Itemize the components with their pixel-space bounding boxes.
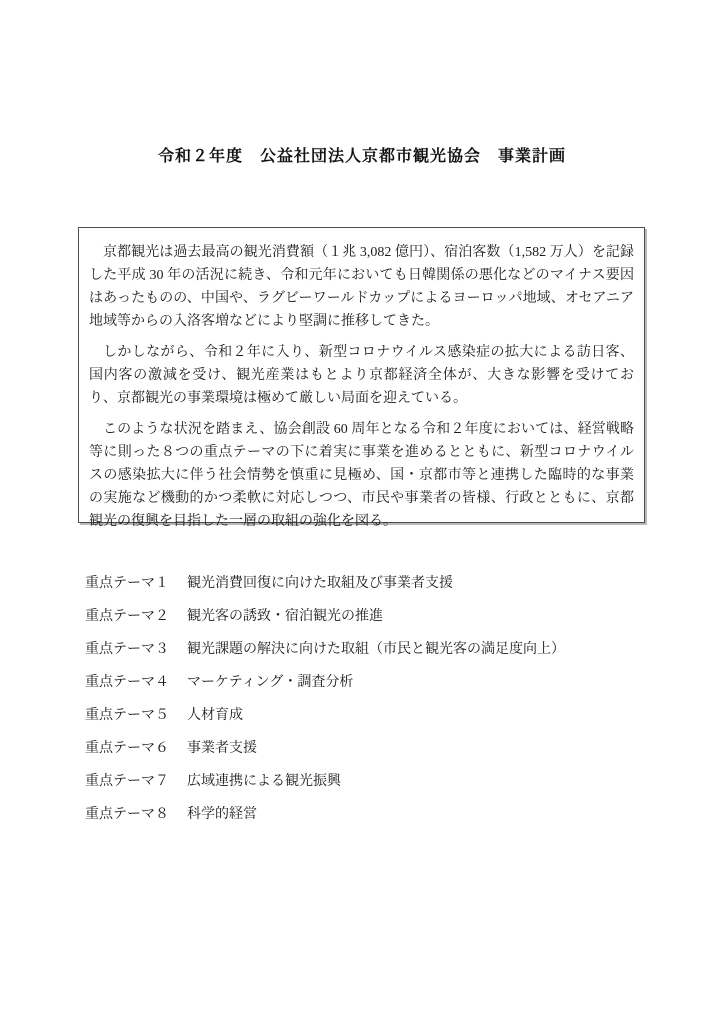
theme-title-6: 事業者支援: [187, 739, 257, 755]
theme-title-8: 科学的経営: [187, 805, 257, 821]
summary-paragraph-1: 京都観光は過去最高の観光消費額（１兆 3,082 億円）、宿泊客数（1,582 万人）を記録した平成 30 年の活況に続き、令和元年においても日韓関係の悪化などのマイナス要因はあったものの、中国や、ラグビーワールドカップによるヨーロッパ地域、オセアニア地域等からの入洛客増などにより堅調に推移してきた。: [89, 245, 634, 329]
theme-title-1: 観光消費回復に向けた取組及び事業者支援: [187, 574, 453, 590]
theme-title-2: 観光客の誘致・宿泊観光の推進: [187, 607, 383, 623]
theme-label-5: 重点テーマ５: [85, 706, 169, 722]
theme-title-7: 広域連携による観光振興: [187, 772, 341, 788]
theme-list-item-2: [85, 605, 645, 625]
theme-list-item-6: [85, 737, 645, 757]
theme-list-item-4: [85, 671, 645, 691]
summary-paragraph-2: しかしながら、令和２年に入り、新型コロナウイルス感染症の拡大による訪日客、国内客の激減を受け、観光産業はもとより京都経済全体が、大きな影響を受けており、京都観光の事業環境は極めて厳しい局面を迎えている。: [89, 345, 634, 406]
theme-label-3: 重点テーマ３: [85, 640, 169, 656]
theme-label-7: 重点テーマ７: [85, 772, 169, 788]
theme-list-item-8: [85, 803, 645, 823]
summary-paragraph-3: このような状況を踏まえ、協会創設 60 周年となる令和２年度においては、経営戦略等に則った８つの重点テーマの下に着実に事業を進めるとともに、新型コロナウイルスの感染拡大に伴う社会情勢を慎重に見極め、国・京都市等と連携した臨時的な事業の実施など機動的かつ柔軟に対応しつつ、市民や事業者の皆様、行政とともに、京都観光の復興を目指した一層の取組の強化を図る。: [89, 422, 634, 529]
summary-box: [78, 227, 645, 529]
theme-label-2: 重点テーマ２: [85, 607, 169, 623]
theme-label-1: 重点テーマ１: [85, 574, 169, 590]
theme-title-5: 人材育成: [187, 706, 243, 722]
theme-title-3: 観光課題の解決に向けた取組（市民と観光客の満足度向上）: [187, 640, 565, 656]
theme-list-item-1: [85, 572, 645, 592]
theme-list-item-7: [85, 770, 645, 790]
theme-list: [85, 572, 645, 836]
theme-label-6: 重点テーマ６: [85, 739, 169, 755]
theme-list-item-5: [85, 704, 645, 724]
theme-label-4: 重点テーマ４: [85, 673, 169, 689]
theme-title-4: マーケティング・調査分析: [187, 673, 354, 689]
page-title: 令和２年度 公益社団法人京都市観光協会 事業計画: [157, 148, 566, 165]
theme-label-8: 重点テーマ８: [85, 805, 169, 821]
theme-list-item-3: [85, 638, 645, 658]
